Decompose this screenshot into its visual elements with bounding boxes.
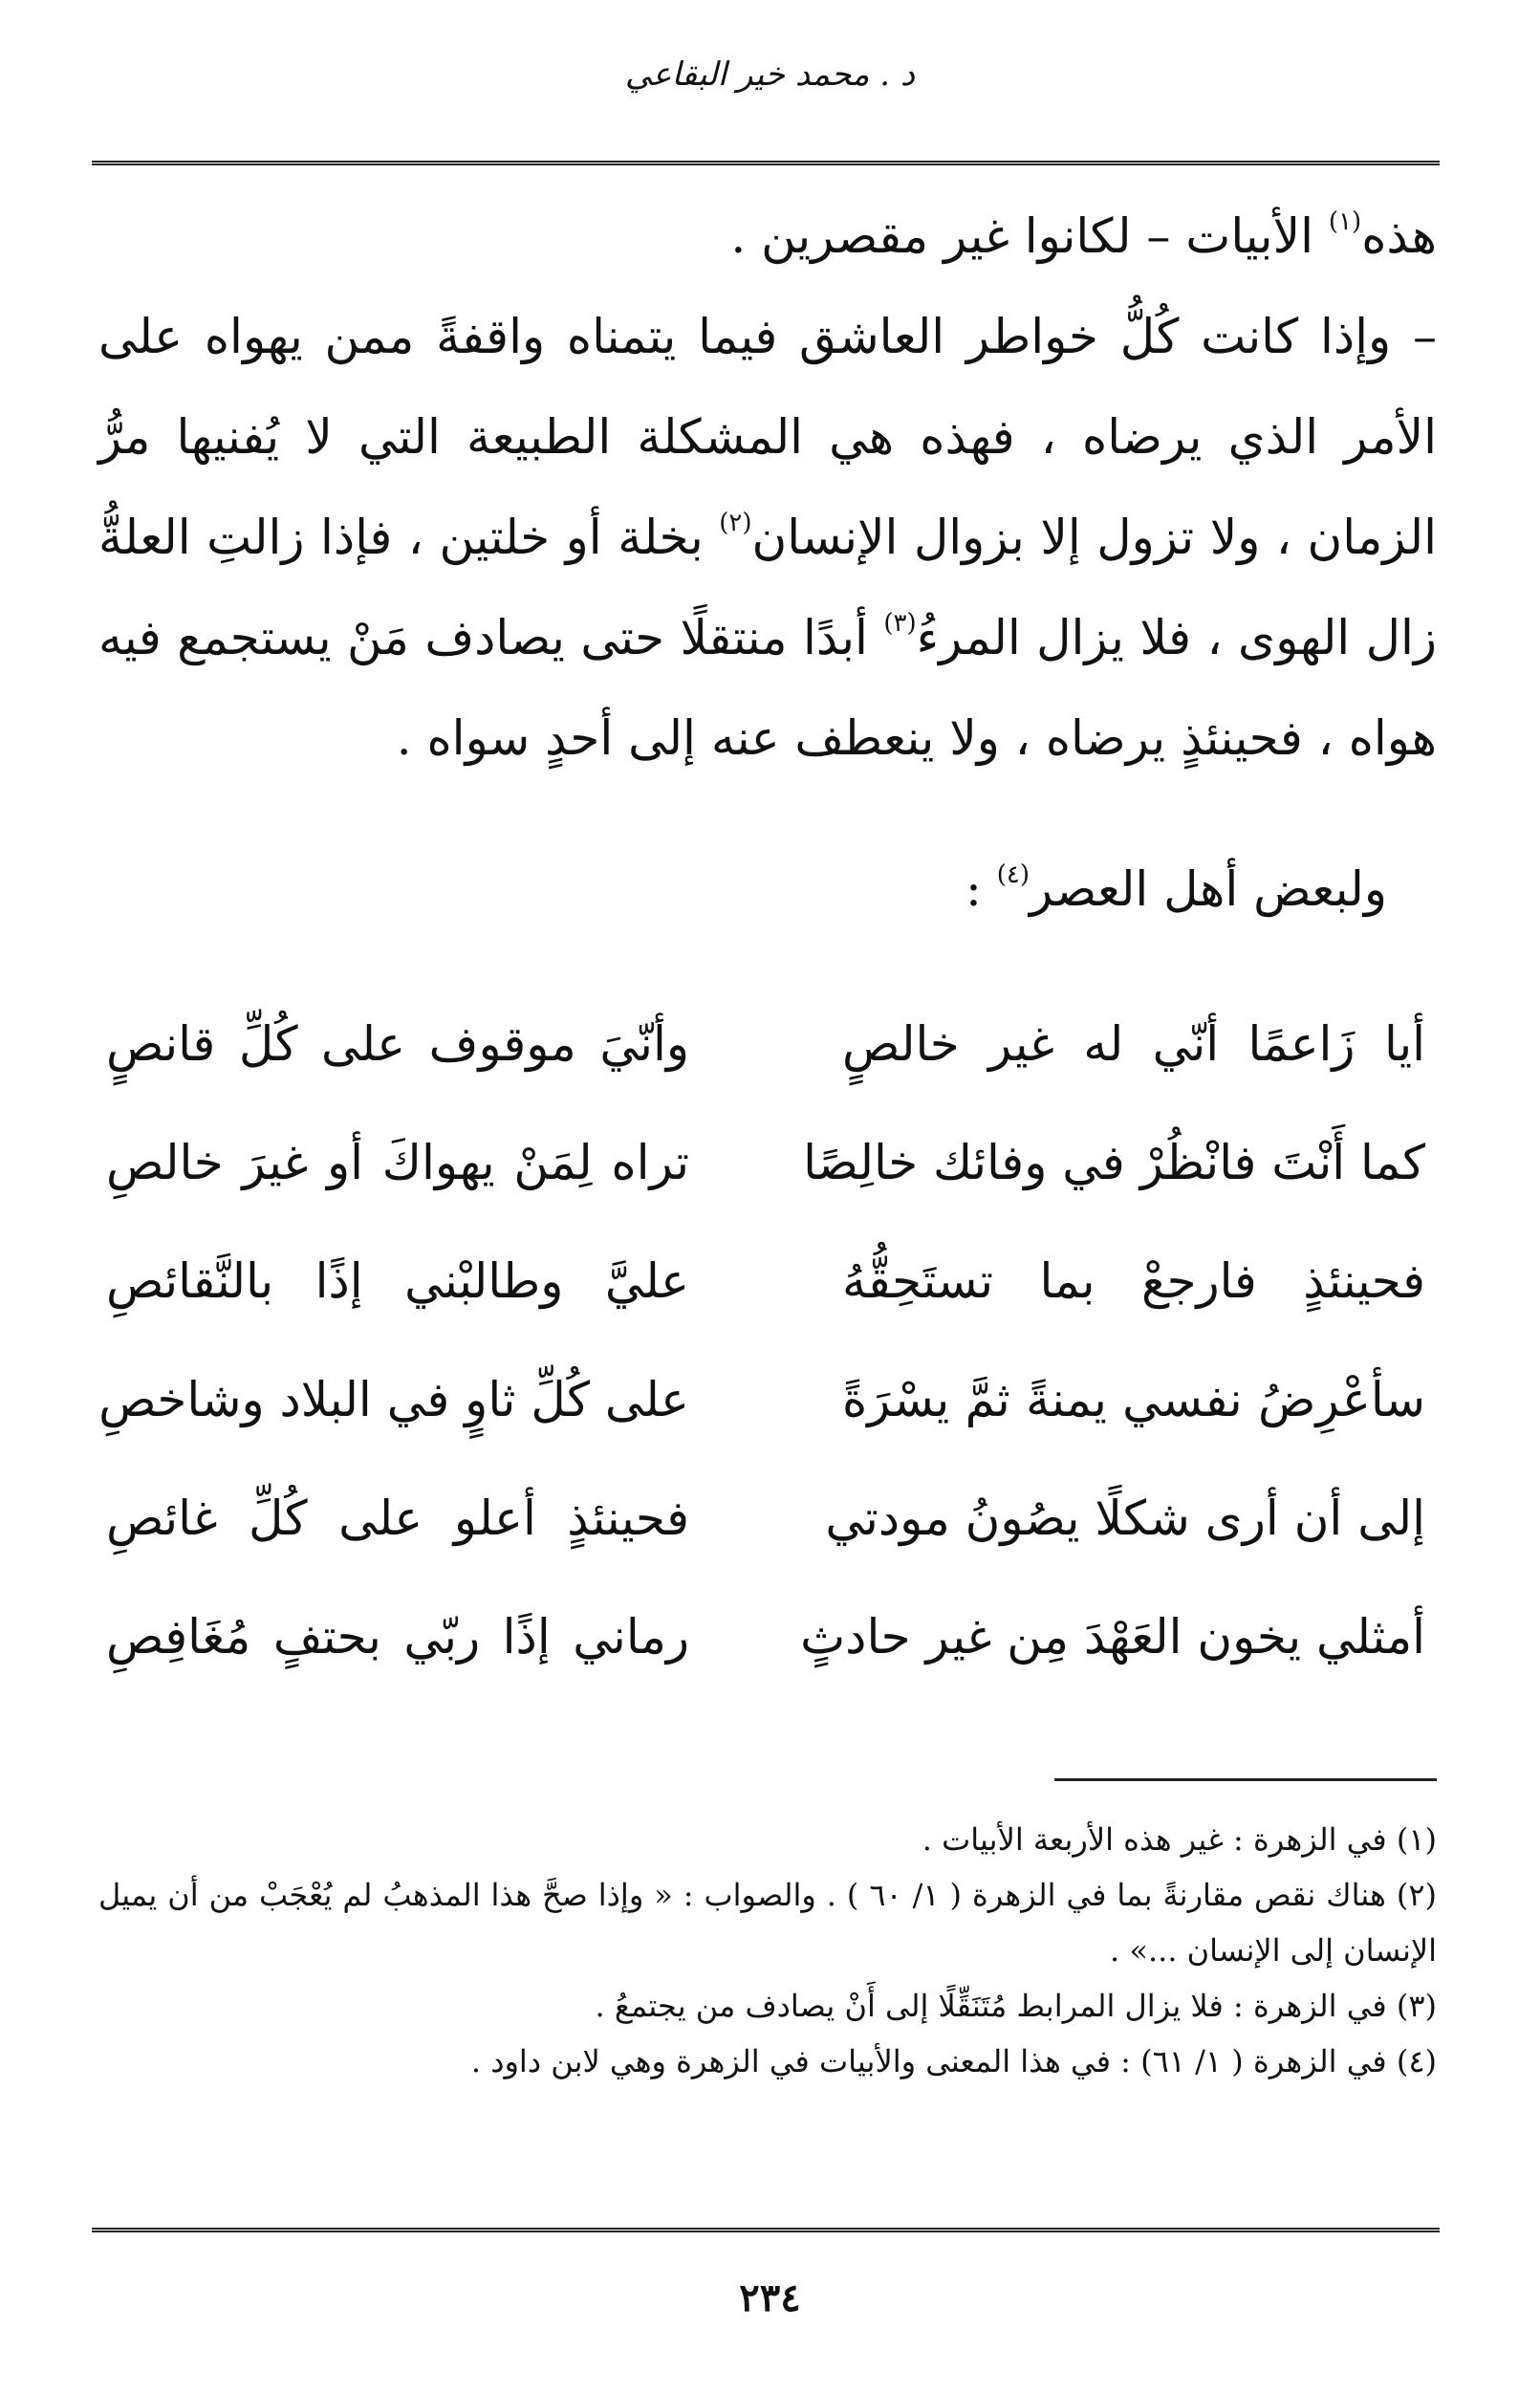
- paragraph-2-part-1: – وإذا كانت كُلُّ خواطر العاشق فيما يتمناه واقفةً ممن يهواه على الأمر الذي يرضاه ، فهذه هي المشكلة الطبيعة التي لا يُفنيها مرُّ الزمان ، ولا تزول إلا بزوال الإنسان: [98, 309, 1437, 565]
- verse-first-hemistich: فحينئذٍ فارجعْ بما تستَحِقُّهُ: [842, 1253, 1425, 1309]
- verse-first-hemistich: أمثلي يخون العَهْدَ مِن غير حادثٍ: [800, 1609, 1425, 1665]
- poem: [98, 985, 1425, 1696]
- paragraph-2: [98, 287, 1437, 789]
- verse: [106, 985, 1425, 1103]
- verse-second-hemistich: على كُلِّ ثاوٍ في البلاد وشاخصِ: [98, 1372, 689, 1427]
- footnote-ref-3: (٣): [883, 609, 917, 639]
- verse-first-hemistich: كما أَنْتَ فانْظُرْ في وفائك خالِصًا: [803, 1135, 1425, 1190]
- footnote-4: (٤) في الزهرة ( ١/ ٦١) : في هذا المعنى والأبيات في الزهرة وهي لابن داود .: [470, 2043, 1437, 2079]
- paragraph-2-part-2: بخلة أو خلتين ، فإذا زالتِ العلةُّ زال الهوى ، فلا يزال المرءُ: [98, 510, 1437, 665]
- footnote-ref-1: (١): [1328, 207, 1362, 237]
- verse: [106, 1459, 1425, 1578]
- body-text: [98, 186, 1437, 789]
- footnote-2: (٢) هناك نقص مقارنةً بما في الزهرة ( ١/ ٦٠ ) . والصواب : « وإذا صحَّ هذا المذهبُ لم يُعْجَبْ من أن يميل الإنسان إلى الإنسان ...» .: [98, 1877, 1438, 1969]
- poem-intro: [965, 841, 1387, 937]
- verse: [106, 1578, 1425, 1696]
- verse-first-hemistich: سأعْرِضُ نفسي يمنةً ثمَّ يسْرَةً: [842, 1372, 1425, 1427]
- footnote-3: (٣) في الزهرة : فلا يزال المرابط مُتَنَقِّلًا إلى أَنْ يصادف من يجتمعُ .: [595, 1988, 1437, 2024]
- page-number: ٢٣٤: [739, 2275, 801, 2320]
- verse-second-hemistich: تراه لِمَنْ يهواكَ أو غيرَ خالصِ: [106, 1135, 689, 1190]
- footnote-ref-4: (٤): [996, 860, 1030, 890]
- paragraph-1-start: هذه: [1361, 208, 1437, 264]
- verse-second-hemistich: وأنّيَ موقوف على كُلِّ قانصٍ: [106, 1016, 689, 1072]
- poem-intro-text: ولبعض أهل العصر: [1030, 861, 1387, 917]
- paragraph-1-rest: الأبيات – لكانوا غير مقصرين .: [730, 208, 1329, 264]
- footnote-ref-2: (٢): [719, 509, 752, 538]
- paragraph-2-part-3: أبدًا منتقلًا حتى يصادف مَنْ يستجمع فيه هواه ، فحينئذٍ يرضاه ، ولا ينعطف عنه إلى أحدٍ سواه .: [98, 610, 1437, 766]
- running-header: د . محمد خير البقاعي: [624, 55, 916, 94]
- verse-first-hemistich: أيا زَاعمًا أنّي له غير خالصٍ: [842, 1016, 1425, 1072]
- header-double-rule: [92, 161, 1440, 165]
- verse: [106, 1103, 1425, 1222]
- footnote-separator: [1054, 1778, 1437, 1781]
- verse-first-hemistich: إلى أن أرى شكلًا يصُونُ مودتي: [825, 1491, 1425, 1546]
- footer-double-rule: [92, 2228, 1440, 2232]
- poem-intro-colon: :: [965, 861, 997, 917]
- verse-second-hemistich: رماني إذًا ربّي بحتفٍ مُغَافِصِ: [106, 1609, 689, 1665]
- verse: [98, 1340, 1425, 1459]
- verse-second-hemistich: فحينئذٍ أعلو على كُلِّ غائصِ: [106, 1491, 689, 1546]
- footnotes: [98, 1812, 1437, 2089]
- verse: [106, 1222, 1425, 1340]
- verse-second-hemistich: عليَّ وطالبْني إذًا بالنَّقائصِ: [106, 1253, 689, 1309]
- paragraph-1: [98, 186, 1437, 287]
- footnote-1: (١) في الزهرة : غير هذه الأربعة الأبيات .: [922, 1821, 1437, 1858]
